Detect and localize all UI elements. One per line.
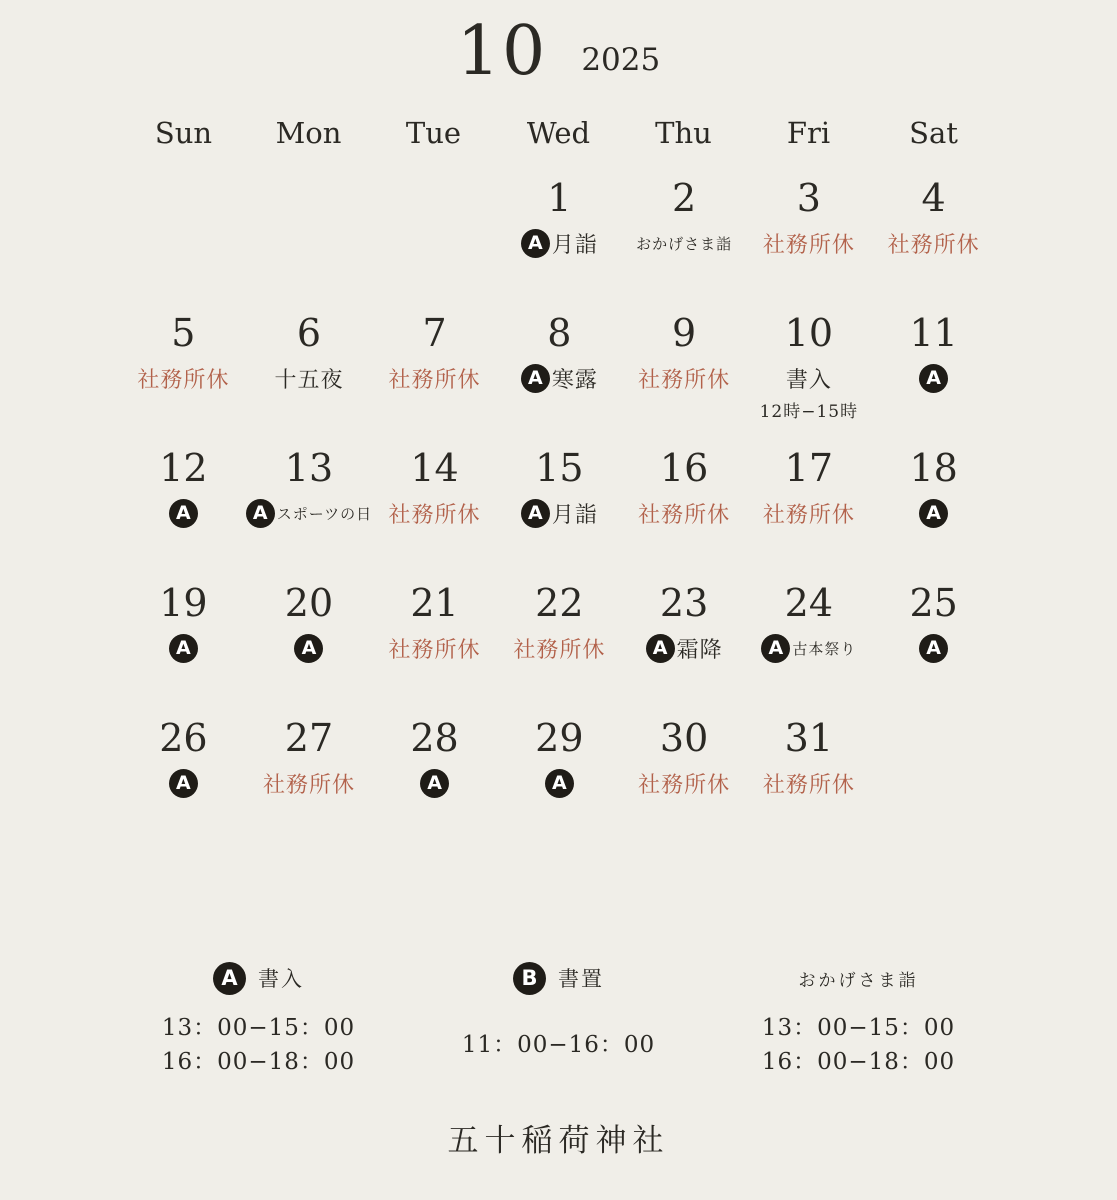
day-cell-10 <box>746 307 871 442</box>
day-note: 月詣 <box>551 232 598 258</box>
legend-item-2 <box>709 957 1009 1079</box>
day-note-row <box>497 226 622 260</box>
day-number: 3 <box>796 176 821 220</box>
day-note-row <box>246 631 372 665</box>
day-cell-18 <box>871 442 996 577</box>
weekday-label-thu: Thu <box>655 116 712 150</box>
day-cell-14 <box>372 442 497 577</box>
badge-a-icon: A <box>919 499 948 528</box>
legend-item-0 <box>109 957 409 1079</box>
day-cell-13 <box>246 442 372 577</box>
day-note-row <box>121 766 246 800</box>
day-number: 13 <box>284 446 334 490</box>
day-cell-empty <box>121 172 246 307</box>
day-number: 6 <box>296 311 322 355</box>
day-note: 月詣 <box>551 502 598 528</box>
day-cell-15 <box>497 442 622 577</box>
day-note: 古本祭り <box>792 639 857 658</box>
day-note-row <box>746 766 871 800</box>
day-number: 16 <box>659 446 709 490</box>
day-number: 5 <box>171 311 196 355</box>
day-note-row <box>746 496 871 530</box>
day-cell-31 <box>746 712 871 847</box>
day-number: 17 <box>784 446 834 490</box>
day-cell-12 <box>121 442 246 577</box>
badge-b-icon: B <box>513 962 546 995</box>
weekday-label-tue: Tue <box>405 116 462 150</box>
day-note-row <box>871 361 996 395</box>
day-note: 寒露 <box>551 367 598 393</box>
day-note-row <box>622 361 747 395</box>
day-note: 社務所休 <box>638 772 731 798</box>
day-cell-27 <box>246 712 372 847</box>
weekday-label-mon: Mon <box>275 116 342 150</box>
day-note-row <box>622 766 747 800</box>
day-note: 社務所休 <box>762 772 855 798</box>
day-note-row <box>746 631 871 665</box>
month-title: 10 <box>456 12 548 91</box>
day-cell-20 <box>246 577 372 712</box>
day-number: 22 <box>535 581 584 625</box>
day-note-row <box>246 496 372 530</box>
day-number: 30 <box>659 716 709 760</box>
legend-times-0 <box>109 1011 409 1079</box>
calendar-header <box>0 0 1117 98</box>
legend-label: 書入 <box>258 967 304 991</box>
day-note-row <box>121 631 246 665</box>
weekday-header-row <box>121 108 996 158</box>
day-cell-11 <box>871 307 996 442</box>
day-cell-29 <box>497 712 622 847</box>
day-number: 24 <box>784 581 834 625</box>
day-cell-7 <box>372 307 497 442</box>
day-note: 十五夜 <box>274 367 344 393</box>
day-note: おかげさま詣 <box>636 234 733 253</box>
badge-a-icon: A <box>521 229 550 258</box>
legend-times-2 <box>709 1011 1009 1079</box>
day-cell-6 <box>246 307 372 442</box>
day-note-row <box>497 766 622 800</box>
shrine-name: 五十稲荷神社 <box>447 1123 670 1159</box>
legend-item-1 <box>409 957 709 1079</box>
day-number: 18 <box>909 446 958 490</box>
weekday-label-sun: Sun <box>154 116 213 150</box>
day-cell-1 <box>497 172 622 307</box>
day-cell-17 <box>746 442 871 577</box>
day-cell-empty <box>372 172 497 307</box>
day-note-row <box>622 496 747 530</box>
day-note: 社務所休 <box>388 502 481 528</box>
day-note-row <box>871 631 996 665</box>
day-note: 社務所休 <box>762 502 855 528</box>
legend <box>109 957 1009 1079</box>
day-cell-26 <box>121 712 246 847</box>
badge-a-icon: A <box>169 499 198 528</box>
day-cell-23 <box>622 577 747 712</box>
legend-time: 13：00−15：00 <box>761 1015 956 1041</box>
day-cell-9 <box>622 307 747 442</box>
badge-a-icon: A <box>213 962 246 995</box>
legend-label: おかげさま詣 <box>798 970 919 991</box>
day-number: 1 <box>547 176 572 220</box>
legend-time: 16：00−18：00 <box>161 1049 356 1075</box>
day-number: 2 <box>671 176 697 220</box>
day-cell-empty <box>871 712 996 847</box>
day-note-row <box>497 631 622 665</box>
day-number: 25 <box>909 581 958 625</box>
day-number: 20 <box>284 581 334 625</box>
day-number: 29 <box>535 716 584 760</box>
legend-times-1 <box>409 1011 709 1079</box>
badge-a-icon: A <box>294 634 323 663</box>
badge-a-icon: A <box>169 634 198 663</box>
day-note-row <box>372 361 497 395</box>
legend-head-2 <box>709 957 1009 999</box>
calendar-grid <box>121 172 996 847</box>
badge-a-icon: A <box>246 499 275 528</box>
day-cell-25 <box>871 577 996 712</box>
day-note-row <box>246 766 372 800</box>
day-note: 社務所休 <box>513 637 606 663</box>
legend-head-1 <box>409 957 709 999</box>
day-cell-28 <box>372 712 497 847</box>
day-cell-3 <box>746 172 871 307</box>
day-cell-16 <box>622 442 747 577</box>
badge-a-icon: A <box>761 634 790 663</box>
legend-time: 16：00−18：00 <box>761 1049 956 1075</box>
badge-a-icon: A <box>919 634 948 663</box>
legend-label: 書置 <box>558 967 604 991</box>
badge-a-icon: A <box>521 364 550 393</box>
day-note-row <box>497 496 622 530</box>
day-note-row <box>746 226 871 260</box>
day-number: 11 <box>909 311 958 355</box>
day-number: 15 <box>535 446 584 490</box>
day-number: 23 <box>659 581 709 625</box>
day-note-row <box>121 361 246 395</box>
day-note-row <box>372 631 497 665</box>
day-number: 9 <box>671 311 697 355</box>
day-note: 社務所休 <box>137 367 230 393</box>
badge-a-icon: A <box>646 634 675 663</box>
badge-a-icon: A <box>169 769 198 798</box>
day-note: 霜降 <box>676 637 723 663</box>
day-note: 社務所休 <box>762 232 855 258</box>
day-note: 社務所休 <box>638 367 731 393</box>
day-note: 書入 <box>785 367 832 393</box>
day-cell-19 <box>121 577 246 712</box>
day-cell-5 <box>121 307 246 442</box>
day-note-row <box>871 496 996 530</box>
day-note-row <box>871 226 996 260</box>
day-note: 社務所休 <box>262 772 355 798</box>
day-number: 10 <box>784 311 834 355</box>
badge-a-icon: A <box>420 769 449 798</box>
day-note: 社務所休 <box>388 637 481 663</box>
day-cell-2 <box>622 172 747 307</box>
badge-a-icon: A <box>919 364 948 393</box>
day-note-row <box>372 496 497 530</box>
day-number: 14 <box>410 446 459 490</box>
legend-time: 13：00−15：00 <box>161 1015 356 1041</box>
day-cell-8 <box>497 307 622 442</box>
day-number: 27 <box>284 716 334 760</box>
day-note-row <box>746 361 871 395</box>
day-note-row <box>246 361 372 395</box>
day-note-row <box>497 361 622 395</box>
day-cell-22 <box>497 577 622 712</box>
weekday-label-sat: Sat <box>909 116 958 150</box>
day-cell-21 <box>372 577 497 712</box>
day-note: 社務所休 <box>388 367 481 393</box>
day-number: 21 <box>410 581 459 625</box>
day-note: スポーツの日 <box>276 504 373 523</box>
day-cell-empty <box>246 172 372 307</box>
day-note-row <box>372 766 497 800</box>
day-number: 8 <box>547 311 572 355</box>
day-note: 社務所休 <box>638 502 731 528</box>
weekday-label-fri: Fri <box>786 116 831 150</box>
day-note-secondary: 12時−15時 <box>759 402 859 422</box>
day-note-row <box>622 631 747 665</box>
day-number: 31 <box>784 716 834 760</box>
day-note: 社務所休 <box>887 232 980 258</box>
day-cell-4 <box>871 172 996 307</box>
day-number: 4 <box>921 176 946 220</box>
day-note-row <box>622 226 747 260</box>
year-label: 2025 <box>581 42 661 78</box>
badge-a-icon: A <box>545 769 574 798</box>
day-cell-30 <box>622 712 747 847</box>
legend-head-0 <box>109 957 409 999</box>
day-number: 28 <box>410 716 459 760</box>
badge-a-icon: A <box>521 499 550 528</box>
legend-time: 11：00−16：00 <box>461 1032 656 1058</box>
day-number: 7 <box>422 311 447 355</box>
day-note-row <box>121 496 246 530</box>
day-number: 12 <box>159 446 208 490</box>
weekday-label-wed: Wed <box>526 116 591 150</box>
day-number: 26 <box>159 716 208 760</box>
day-number: 19 <box>159 581 208 625</box>
day-cell-24 <box>746 577 871 712</box>
